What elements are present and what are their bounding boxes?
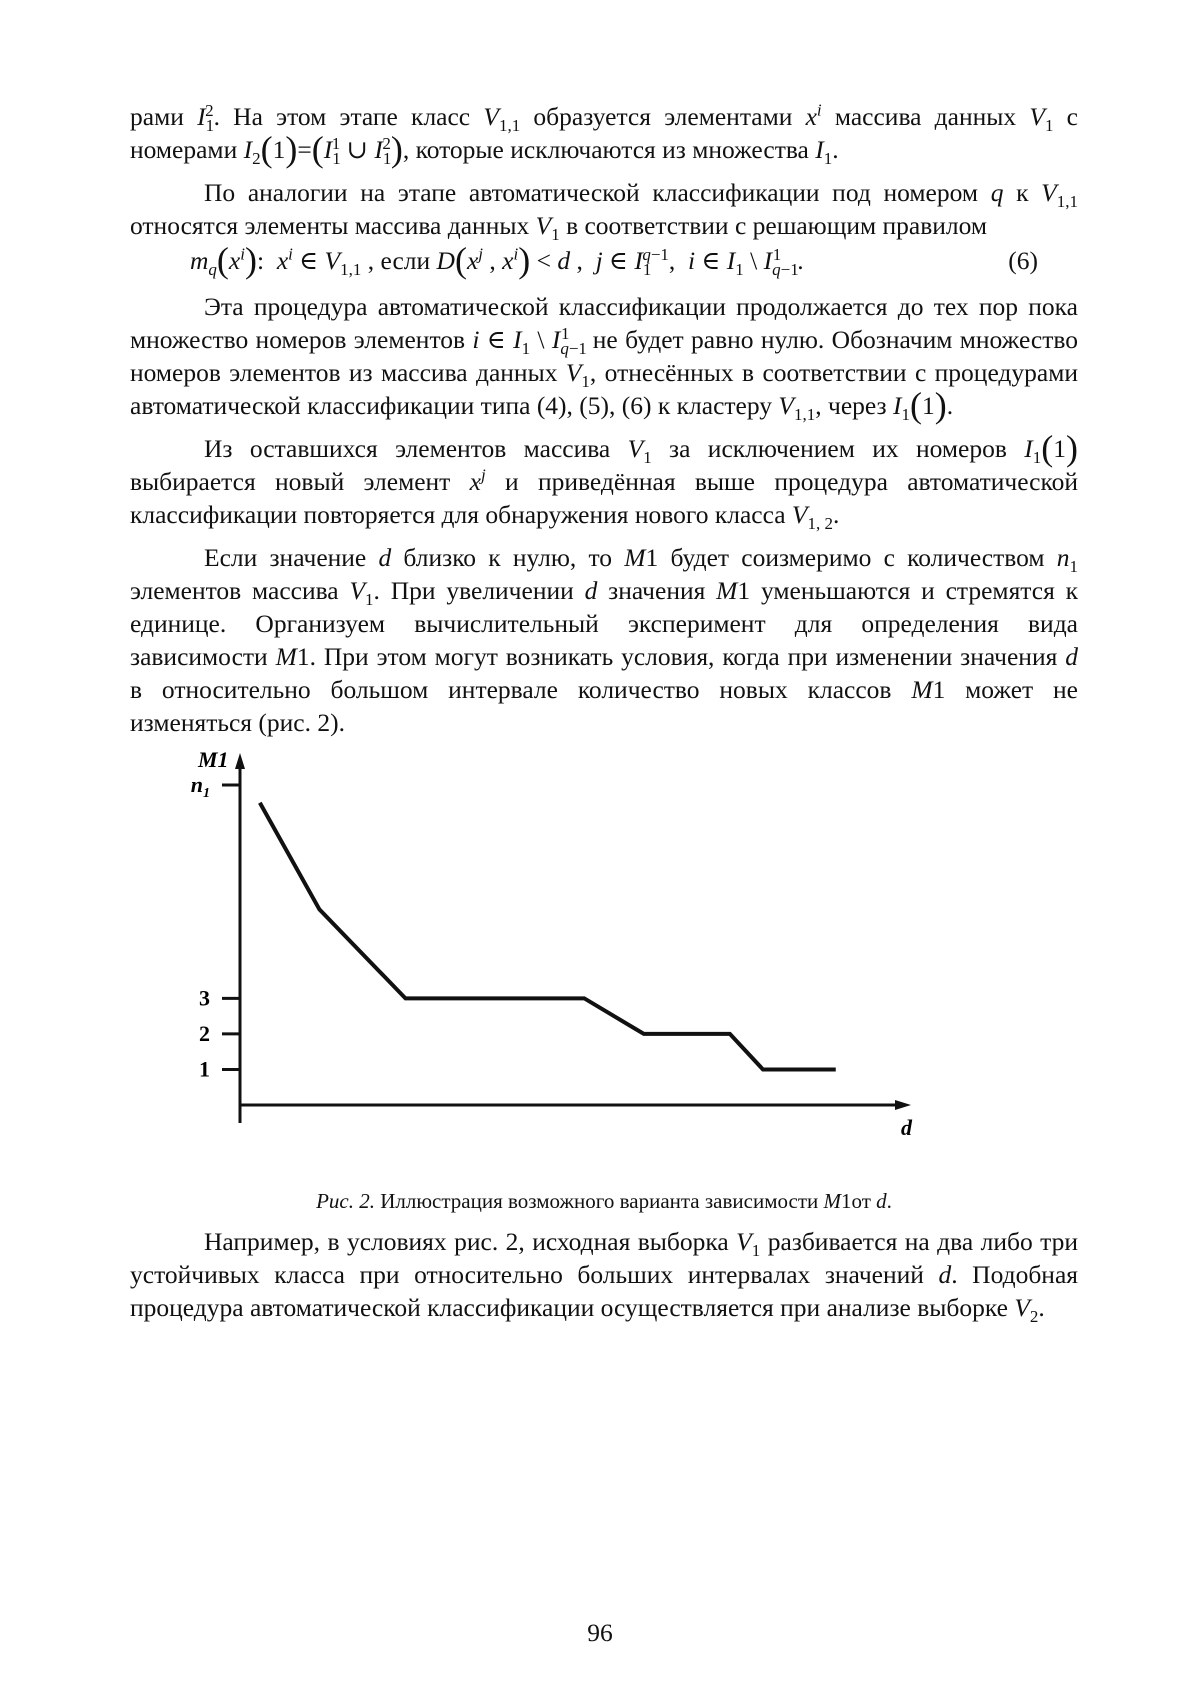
formula-body: $m_q(x^i)$: $x^i$ ∈ $V_{1,1}$ , если $D(x^j$ , $x^i) < d$ , j ∈ $I_1^{q-1}$, i ∈ $I_1$ \ $I_{q-1}^1$ . <box>190 240 804 280</box>
y-tick-label: 3 <box>199 985 210 1011</box>
paragraph-1: рами $I_1^2$. На этом этапе класс $V_{1,1}$ образуется элементами $x^i$ массива данных $V_1$ с номерами $I_2(1)=(I_1^1$ ∪ $I_1^2$), которые исключаются из множества $I_1$. <box>130 100 1078 169</box>
formula-number: (6) <box>1008 246 1038 275</box>
paragraph-3: Эта процедура автоматической классификации продолжается до тех пор пока множество номеров элементов i ∈ $I_1$ \ $I_{q-1}^1$ не будет равно нулю. Обозначим множество номеров элементов из массива данных $V_1$, отнесённых в соответствии с процедурами автоматической классификации типа (4), (5), (6) к кластеру $V_{1,1}$, через $I_1(1)$. <box>130 292 1078 425</box>
y-axis-label: M1 <box>198 747 229 772</box>
figure-caption: Рис. 2. Иллюстрация возможного варианта зависимости M1от d. <box>316 1189 892 1213</box>
x-axis-arrow <box>895 1100 911 1110</box>
y-tick-label: 2 <box>199 1020 210 1046</box>
paragraph-6: Например, в условиях рис. 2, исходная выборка $V_1$ разбивается на два либо три устойчивых класса при относительно больших интервалах значений d. Подобная процедура автоматической классификации осуществляется при анализе выборке $V_2$. <box>130 1227 1079 1327</box>
paragraph-5: Если значение d близко к нулю, то M1 будет соизмеримо с количеством $n_1$ элементов массива $V_1$. При увеличении d значения M1 уменьшаются и стремятся к единице. Организуем вычислительный эксперимент для определения вида зависимости M1. При этом могут возникать условия, когда при изменении значения d в относительно большом интервале количество новых классов M1 может не изменяться (рис. 2). <box>130 543 1079 737</box>
paragraph-4: Из оставшихся элементов массива $V_1$ за исключением их номеров $I_1(1)$ выбирается новый элемент $x^j$ и приведённая выше процедура автоматической классификации повторяется для обнаружения нового класса $V_{1, 2}$. <box>130 428 1078 534</box>
paragraph-2: По аналогии на этапе автоматической классификации под номером q к $V_{1,1}$ относятся элементы массива данных $V_1$ в соответствии с решающим правилом <box>130 178 1078 245</box>
page-number: 96 <box>587 1618 613 1647</box>
y-tick-label: $n_1$ <box>190 772 210 801</box>
y-axis-arrow <box>235 753 245 769</box>
chart-svg <box>130 747 1078 1187</box>
page-body <box>130 100 1079 1327</box>
series-line-0 <box>260 803 836 1070</box>
x-axis-label: d <box>901 1115 912 1140</box>
formula-6 <box>130 242 1078 290</box>
figure-2 <box>130 747 1078 1187</box>
y-tick-label: 1 <box>199 1056 210 1082</box>
